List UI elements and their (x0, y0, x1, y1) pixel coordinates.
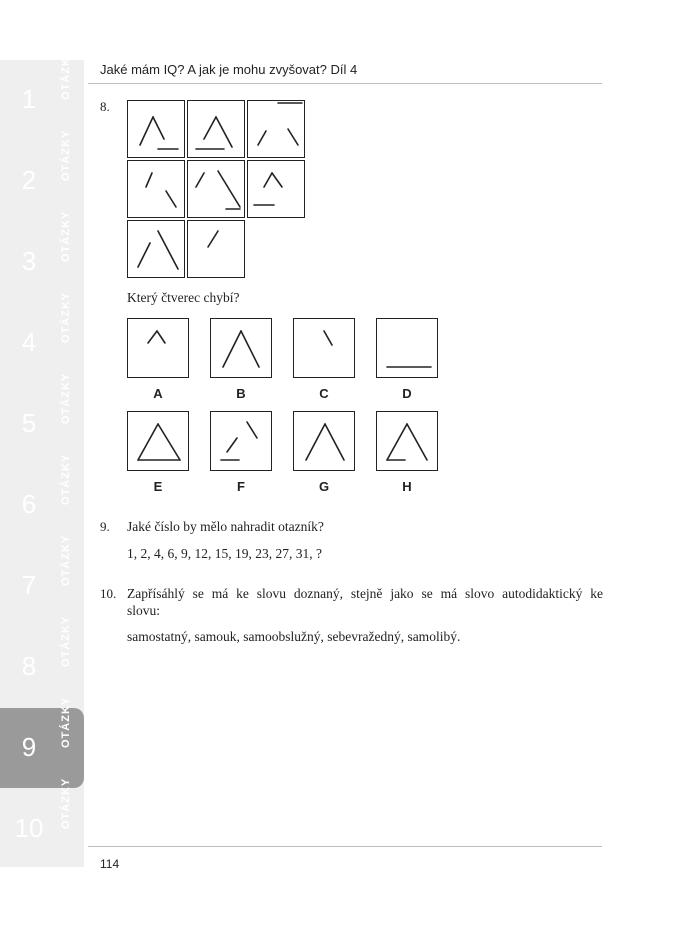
chapter-tab-5[interactable] (0, 372, 84, 464)
matrix-figure (188, 221, 246, 279)
matrix-cell (247, 160, 305, 218)
question-9-sequence: 1, 2, 4, 6, 9, 12, 15, 19, 23, 27, 31, ? (127, 546, 322, 561)
option-f-label: F (237, 479, 245, 494)
chapter-tab-label: OTÁZKY (60, 615, 72, 667)
header-divider (88, 83, 602, 84)
chapter-tab-label: OTÁZKY (60, 453, 72, 505)
matrix-figure (248, 101, 306, 159)
page-number: 114 (100, 857, 120, 871)
chapter-tab-label: OTÁZKY (60, 696, 72, 748)
option-figure (294, 412, 356, 472)
matrix-figure (128, 101, 186, 159)
matrix-cell (187, 160, 245, 218)
footer-divider (88, 846, 602, 847)
option-f-figure[interactable] (210, 411, 272, 471)
matrix-figure (188, 161, 246, 219)
chapter-tab-number: 9 (21, 732, 37, 762)
chapter-tab-8[interactable] (0, 615, 84, 707)
matrix-figure (128, 161, 186, 219)
chapter-tab-2[interactable] (0, 129, 84, 221)
chapter-tab-label: OTÁZKY (60, 372, 72, 424)
option-figure (128, 319, 190, 379)
chapter-tab-number: 4 (21, 327, 37, 357)
chapter-tab-6[interactable] (0, 453, 84, 545)
chapter-tab-number: 3 (21, 246, 37, 276)
option-figure (294, 319, 356, 379)
question-9-number: 9. (100, 519, 110, 534)
chapter-tab-label: OTÁZKY (60, 48, 72, 100)
option-e-figure[interactable] (127, 411, 189, 471)
option-g-figure[interactable] (293, 411, 355, 471)
question-10-choices: samostatný, samouk, samoobslužný, sebevražedný, samolibý. (127, 629, 461, 644)
question-9-prompt: Jaké číslo by mělo nahradit otazník? (127, 519, 324, 534)
chapter-tab-7[interactable] (0, 534, 84, 626)
option-a-figure[interactable] (127, 318, 189, 378)
chapter-tab-number: 6 (21, 489, 37, 519)
option-c-label: C (319, 386, 329, 401)
chapter-tab-number: 8 (21, 651, 37, 681)
matrix-cell (127, 220, 185, 278)
option-h-label: H (402, 479, 412, 494)
option-b-label: B (236, 386, 246, 401)
option-e-label: E (153, 479, 163, 494)
chapter-tab-label: OTÁZKY (60, 210, 72, 262)
matrix-cell (187, 100, 245, 158)
option-figure (211, 319, 273, 379)
running-header: Jaké mám IQ? A jak je mohu zvyšovat? Díl 4 (100, 62, 358, 77)
chapter-tab-number: 7 (21, 570, 37, 600)
option-b-figure[interactable] (210, 318, 272, 378)
chapter-tab-label: OTÁZKY (60, 291, 72, 343)
option-figure (377, 319, 439, 379)
chapter-tab-1[interactable] (0, 48, 84, 140)
question-10-number: 10. (100, 586, 117, 601)
question-10-prompt-line1: Zapřísáhlý se má ke slovu doznaný, stejně jako se má slovo autodidaktický ke (127, 586, 603, 601)
option-c-figure[interactable] (293, 318, 355, 378)
option-figure (377, 412, 439, 472)
chapter-sidebar (0, 48, 84, 867)
chapter-tab-number: 5 (21, 408, 37, 438)
option-figure (211, 412, 273, 472)
question-8-number: 8. (100, 99, 110, 114)
chapter-tab-label: OTÁZKY (60, 777, 72, 829)
question-10-prompt-line2: slovu: (127, 603, 161, 618)
option-a-label: A (153, 386, 163, 401)
chapter-tab-9[interactable] (0, 696, 84, 788)
chapter-tab-label: OTÁZKY (60, 129, 72, 181)
chapter-tab-label: OTÁZKY (60, 534, 72, 586)
chapter-tab-number: 10 (14, 813, 44, 843)
option-d-label: D (402, 386, 412, 401)
matrix-cell (247, 100, 305, 158)
option-g-label: G (318, 479, 330, 494)
matrix-cell (127, 160, 185, 218)
option-d-figure[interactable] (376, 318, 438, 378)
matrix-figure (248, 161, 306, 219)
chapter-tab-10[interactable] (0, 777, 84, 869)
matrix-cell (127, 100, 185, 158)
matrix-figure (188, 101, 246, 159)
matrix-figure (128, 221, 186, 279)
option-h-figure[interactable] (376, 411, 438, 471)
chapter-tab-3[interactable] (0, 210, 84, 302)
question-8-prompt: Který čtverec chybí? (127, 290, 240, 305)
chapter-tab-number: 1 (21, 84, 37, 114)
chapter-tab-4[interactable] (0, 291, 84, 383)
option-figure (128, 412, 190, 472)
chapter-tab-number: 2 (21, 165, 37, 195)
matrix-cell (187, 220, 245, 278)
